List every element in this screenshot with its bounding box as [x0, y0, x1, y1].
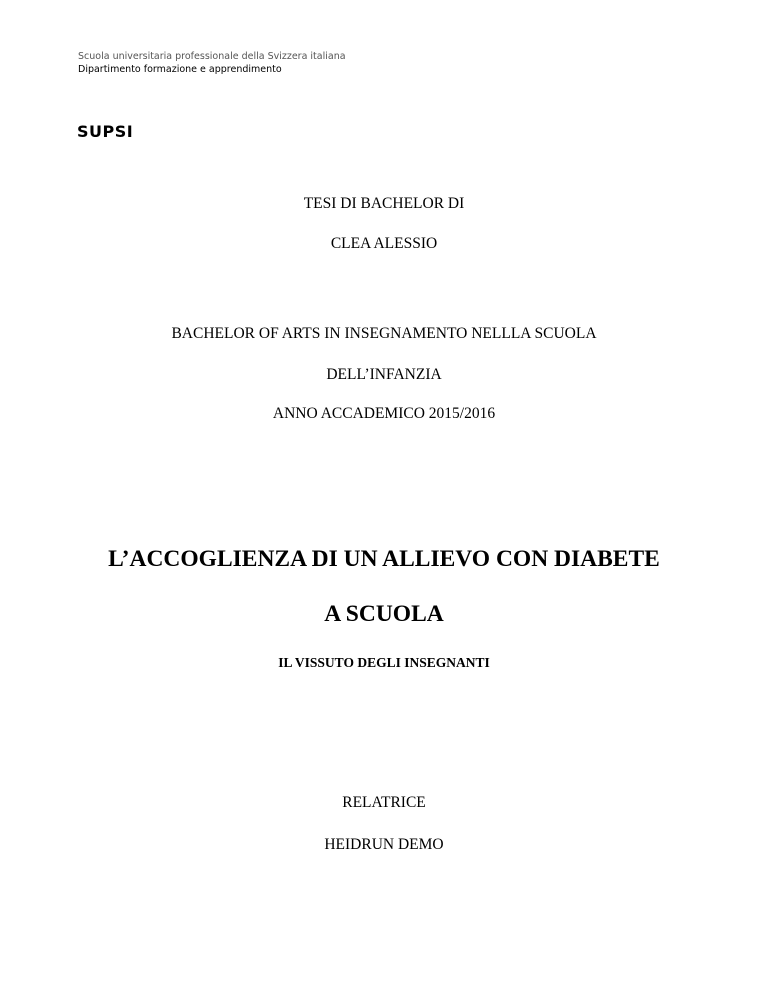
supsi-logo: SUPSI: [77, 122, 134, 141]
thesis-title-line-2: A SCUOLA: [324, 601, 444, 627]
supervisor-name: HEIDRUN DEMO: [324, 836, 444, 853]
thesis-title-line-1: L’ACCOGLIENZA DI UN ALLIEVO CON DIABETE: [108, 546, 660, 572]
thesis-type: TESI DI BACHELOR DI: [303, 195, 465, 212]
supervisor-label: RELATRICE: [342, 794, 426, 811]
thesis-subtitle: IL VISSUTO DEGLI INSEGNANTI: [278, 655, 490, 670]
department-name: Dipartimento formazione e apprendimento: [78, 64, 282, 75]
degree-line-2: DELL’INFANZIA: [326, 366, 442, 383]
author-name: CLEA ALESSIO: [330, 235, 438, 252]
institution-name: Scuola universitaria professionale della Svizzera italiana: [78, 51, 346, 62]
degree-line-1: BACHELOR OF ARTS IN INSEGNAMENTO NELLLA SCUOLA: [171, 325, 597, 342]
academic-year: ANNO ACCADEMICO 2015/2016: [272, 405, 496, 422]
